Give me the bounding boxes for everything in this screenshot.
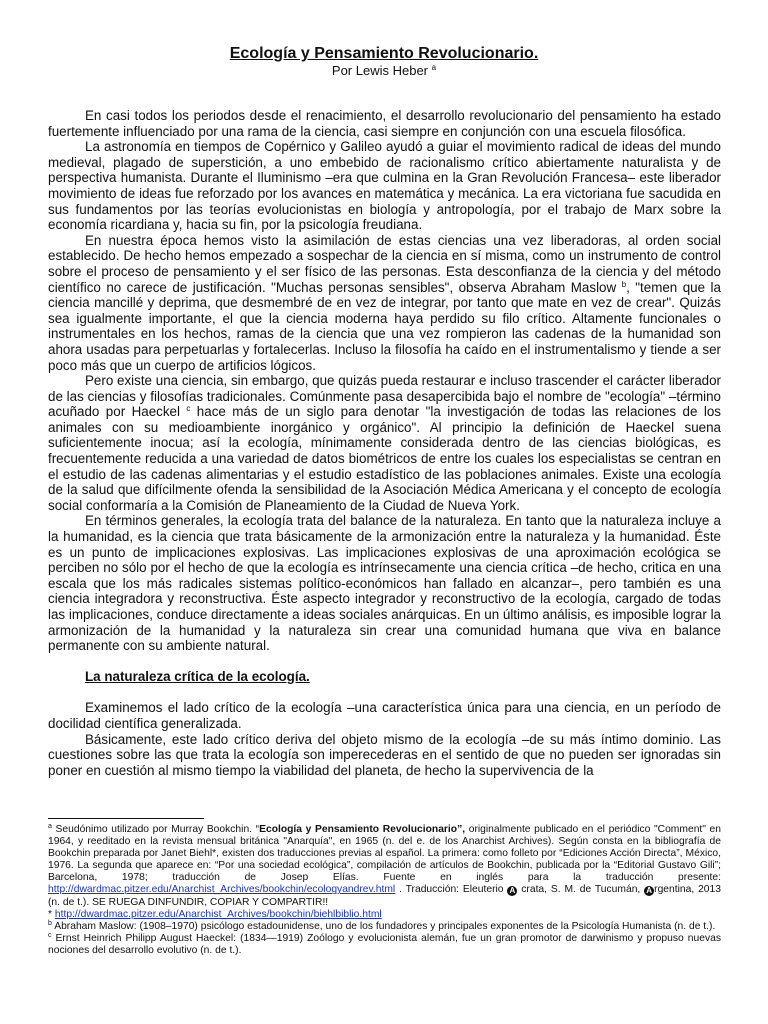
paragraph-4-part-2: hace más de un siglo para denotar "la investigación de todas las relaciones de los animales con su medioambiente inorgánico y orgánico". Al principio la definición de Haeckel suena suficientemente inocua; así la ecología, mínimamente considerada dentro de las ciencias biológicas, es frecuentemente reducida a una variedad de datos biométricos de entre los cuales los especialistas se centran en el estudio de las cadenas alimentarias y el estudio estadístico de las poblaciones animales. Existe una ecología de la salud que difícilmente ofenda la sensibilidad de la Asociación Médica Americana y el concepto de ecología social conformaría a la Comisión de Planeamiento de la Ciudad de Nueva York.: [48, 404, 721, 513]
paragraph-1: En casi todos los periodos desde el renacimiento, el desarrollo revolucionario del pensamiento ha estado fuertemente influenciado por una rama de la ciencia, casi siempre en conjunción con una escuela filosófica.: [48, 108, 721, 139]
footnote-b: [48, 921, 721, 933]
article-body: [48, 108, 721, 778]
footnote-a-text-4: crata, S. M. de Tucumán,: [517, 884, 645, 896]
footnote-a-text-1: Seudónimo utilizado por Murray Bookchin. “: [51, 824, 260, 835]
paragraph-4-part-1: Pero existe una ciencia, sin embargo, que quizás pueda restaurar e incluso trascender el carácter liberador de las ciencias y filosofías tradicionales. Comúnmente pasa desapercibida bajo el nombre de "ecología" –término acuñado por Haeckel: [48, 373, 721, 420]
paragraph-4: [48, 373, 721, 513]
footnote-a: [48, 824, 721, 909]
paragraph-7: Básicamente, este lado crítico deriva del objeto mismo de la ecología –de su más íntimo dominio. Las cuestiones sobre las que trata la ecología son imperecederas en el sentido de que no pueden ser ignoradas sin poner en cuestión al mismo tiempo la viabilidad del planeta, de hecho la supervivencia de la: [48, 731, 721, 778]
footnote-c: [48, 933, 721, 957]
anarchy-icon: A: [507, 886, 517, 896]
footnote-ref-a[interactable]: a: [431, 63, 437, 72]
paragraph-2: La astronomía en tiempos de Copérnico y Galileo ayudó a guiar el movimiento radical de ideas del mundo medieval, plagado de superstición, a uno embebido de racionalismo crítico abiertamente naturalista y de perspectiva humanista. Durante el Iluminismo –era que culmina en la Gran Revolución Francesa– este liberador movimiento de ideas fue reforzado por los avances en matemática y mecánica. La era victoriana fue sacudida en sus fundamentos por las teorías evolucionistas en biología y antropología, por el trabajo de Marx sobre la economía ricardiana y, hacia su fin, por la psicología freudiana.: [48, 139, 721, 233]
footnote-star: [48, 909, 721, 921]
footnote-b-marker: b: [48, 919, 52, 927]
footnotes: [48, 824, 721, 957]
footnote-c-marker: c: [48, 931, 52, 939]
source-link[interactable]: http://dwardmac.pitzer.edu/Anarchist_Archives/bookchin/ecologyandrev.html: [48, 884, 396, 896]
footnote-a-text-2: originalmente publicado en el periódico "Comment" en 1964, y reeditado en la revista mensual británica "Anarquía", en 1965 (n. del e. de los Anarchist Archives). Según consta en la bibliografía de Bookchin preparada por Janet Biehl*, existen dos traducciones previas al español. La primera: como folleto por “Ediciones Acción Directa”, México, 1976. La segunda que aparece en: “Por una sociedad ecológica”, compilación de artículos de Bookchin, publicada por la “Editorial Gustavo Gili”; Barcelona, 1978; traducción de Josep Elías. Fuente en inglés para la traducción presente:: [48, 824, 722, 884]
paragraph-6: Examinemos el lado crítico de la ecología –una característica única para una ciencia, en un período de docilidad científica generalizada.: [48, 700, 721, 731]
footnote-a-text-3: . Traducción: Eleuterio: [395, 884, 508, 896]
author-name: Por Lewis Heber: [331, 63, 429, 78]
bibliography-link[interactable]: http://dwardmac.pitzer.edu/Anarchist_Archives/bookchin/biehlbiblio.html: [54, 908, 382, 920]
footnote-divider: [48, 818, 204, 819]
footnote-a-text-5: rgentina, 2013 (n. de t.). SE RUEGA DINFUNDIR, COPIAR Y COMPARTIR!!: [48, 884, 721, 908]
footnote-b-text: Abraham Maslow: (1908–1970) psicólogo estadounidense, uno de los fundadores y principales exponentes de la Psicología Humanista (n. de t.).: [51, 920, 716, 932]
section-heading: La naturaleza crítica de la ecología.: [85, 668, 310, 684]
footnote-c-text: Ernst Heinrich Philipp August Haeckel: (1834—1919) Zoólogo y evolucionista alemán, fue un gran promotor de darwinismo y propuso nuevas nociones del desarrollo evolutivo (n. de t.).: [48, 932, 721, 956]
footnote-a-title: Ecología y Pensamiento Revolucionario”,: [259, 824, 466, 835]
footnote-star-marker: *: [48, 908, 53, 920]
footnote-ref-c[interactable]: c: [186, 404, 191, 414]
paragraph-5: En términos generales, la ecología trata del balance de la naturaleza. En tanto que la naturaleza incluye a la humanidad, es la ciencia que trata básicamente de la armonización entre la naturaleza y la humanidad. Éste es un punto de implicaciones explosivas. Las implicaciones explosivas de una aproximación ecológica se perciben no sólo por el hecho de que la ecología es intrínsecamente una ciencia crítica –de hecho, critica en una escala que los más radicales sistemas político-económicos han fallado en alcanzar–, pero también es una ciencia integradora y reconstructiva. Éste aspecto integrador y reconstructivo de la ecología, cargado de todas las implicaciones, conduce directamente a ideas sociales anárquicas. En un último análisis, es imposible lograr la armonización de la humanidad y la naturaleza sin crear una comunidad humana que viva en balance permanente con su ambiente natural.: [48, 513, 721, 654]
paragraph-3-part-1: En nuestra época hemos visto la asimilación de estas ciencias una vez liberadoras, al orden social establecido. De hecho hemos empezado a sospechar de la ciencia en sí misma, como un instrumento de control sobre el proceso de pensamiento y el ser físico de las personas. Esta desconfianza de la ciencia y del método científico no carece de justificación. "Muchas personas sensibles", observa Abraham Maslow: [48, 232, 721, 295]
document-title: Ecología y Pensamiento Revolucionario.: [229, 45, 539, 62]
footnote-a-marker: a: [48, 823, 52, 830]
anarchy-icon: A: [644, 886, 654, 896]
paragraph-3: [48, 233, 721, 373]
paragraph-3-part-2: , "temen que la ciencia mancillé y deprima, que desmembré de en vez de integrar, por tanto que mate en vez de crear". Quizás sea igualmente importante, el que la ciencia moderna haya perdido su filo crítico. Altamente funcionales o instrumentales en los hechos, ramas de la ciencia que una vez rompieron las cadenas de la humanidad son ahora usadas para perpetuarlas y fortalecerlas. Incluso la filosofía ha caído en el instrumentalismo y tiende a ser poco más que un cuerpo de artificios lógicos.: [48, 279, 721, 373]
author-line: [0, 63, 768, 79]
footnote-ref-b[interactable]: b: [621, 279, 627, 289]
